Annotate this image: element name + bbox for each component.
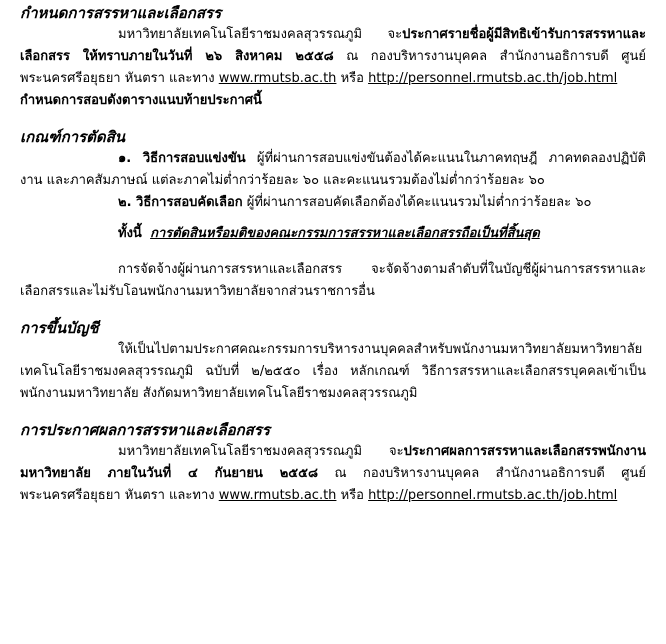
results-text-a: มหาวิทยาลัยเทคโนโลยีราชมงคลสุวรรณภูมิ จะ <box>118 444 404 459</box>
criteria-item-2-label: ๒. วิธีการสอบคัดเลือก <box>118 195 243 210</box>
rmutsb-link[interactable]: www.rmutsb.ac.th <box>218 71 337 86</box>
results-text-bold: ประกาศผลการสรรหาและเลือกสรรพนักงานมหาวิทยาลัย ภายในวันที่ ๔ กันยายน ๒๕๕๘ <box>20 444 646 481</box>
criteria-item-2-text: ผู้ที่ผ่านการสอบคัดเลือกต้องได้คะแนนรวมไม่ต่ำกว่าร้อยละ ๖๐ <box>242 195 592 210</box>
section-heading-criteria: เกณฑ์การตัดสิน <box>20 128 126 146</box>
results-text-d: หรือ <box>336 488 369 503</box>
section-heading-listing: การขึ้นบัญชี <box>20 319 99 337</box>
listing-paragraph: ให้เป็นไปตามประกาศคณะกรรมการบริหารงานบุคคลสำหรับพนักงานมหาวิทยาลัยมหาวิทยาลัยเทคโนโลยีราชมงคลสุวรรณภูมิ ฉบับที่ ๒/๒๕๕๐ เรื่อง หลักเกณฑ์ วิธีการสรรหาและเลือกสรรบุคคลเข้าเป็นพนักงานมหาวิทยาลัย สังกัดมหาวิทยาลัยเทคโนโลยีราชมงคลสุวรรณภูมิ <box>20 342 646 401</box>
section-heading-schedule: กำหนดการสรรหาและเลือกสรร <box>20 4 222 22</box>
criteria-item-1-label: ๑. วิธีการสอบแข่งขัน <box>118 151 246 166</box>
criteria-item-1-text: ผู้ที่ผ่านการสอบแข่งขันต้องได้คะแนนในภาคทฤษฎี ภาคทดลองปฏิบัติงาน และภาคสัมภาษณ์ แต่ละภาคไม่ต่ำกว่าร้อยละ ๖๐ และคะแนนรวมต้องไม่ต่ำกว่าร้อยละ ๖๐ <box>20 151 646 188</box>
section-heading-results: การประกาศผลการสรรหาและเลือกสรร <box>20 421 270 439</box>
exam-schedule-text: กำหนดการสอบดังตารางแนบท้ายประกาศนี้ <box>20 93 262 108</box>
personnel-job-link[interactable]: http://personnel.rmutsb.ac.th/job.html <box>368 71 618 86</box>
criteria-item-1 <box>20 148 646 192</box>
criteria-item-2 <box>20 192 646 214</box>
criteria-note <box>20 223 646 245</box>
schedule-text-bold: ประกาศรายชื่อผู้มีสิทธิเข้ารับการสรรหาและเลือกสรร ให้ทราบภายในวันที่ ๒๖ สิงหาคม ๒๕๕๘ <box>20 27 646 64</box>
schedule-text-c: ณ กองบริหารงานบุคคล สำนักงานอธิการบดี ศูนย์พระนครศรีอยุธยา หันตรา และทาง <box>20 49 646 86</box>
schedule-text-d: หรือ <box>336 71 369 86</box>
exam-schedule-note <box>20 90 646 112</box>
personnel-job-link[interactable]: http://personnel.rmutsb.ac.th/job.html <box>368 488 618 503</box>
results-paragraph <box>20 441 646 507</box>
employment-paragraph: การจัดจ้างผู้ผ่านการสรรหาและเลือกสรร จะจัดจ้างตามลำดับที่ในบัญชีผู้ผ่านการสรรหาและเลือกสรรและไม่รับโอนพนักงานมหาวิทยาลัยจากส่วนราชการอื่น <box>20 262 646 299</box>
criteria-note-label: ทั้งนี้ <box>118 226 142 241</box>
schedule-text-a: มหาวิทยาลัยเทคโนโลยีราชมงคลสุวรรณภูมิ จะ <box>118 27 403 42</box>
schedule-paragraph <box>20 24 646 90</box>
rmutsb-link[interactable]: www.rmutsb.ac.th <box>218 488 337 503</box>
criteria-note-text: การตัดสินหรือมติของคณะกรรมการสรรหาและเลือกสรรถือเป็นที่สิ้นสุด <box>150 226 540 241</box>
results-text-c: ณ กองบริหารงานบุคคล สำนักงานอธิการบดี ศูนย์พระนครศรีอยุธยา หันตรา และทาง <box>20 466 646 503</box>
